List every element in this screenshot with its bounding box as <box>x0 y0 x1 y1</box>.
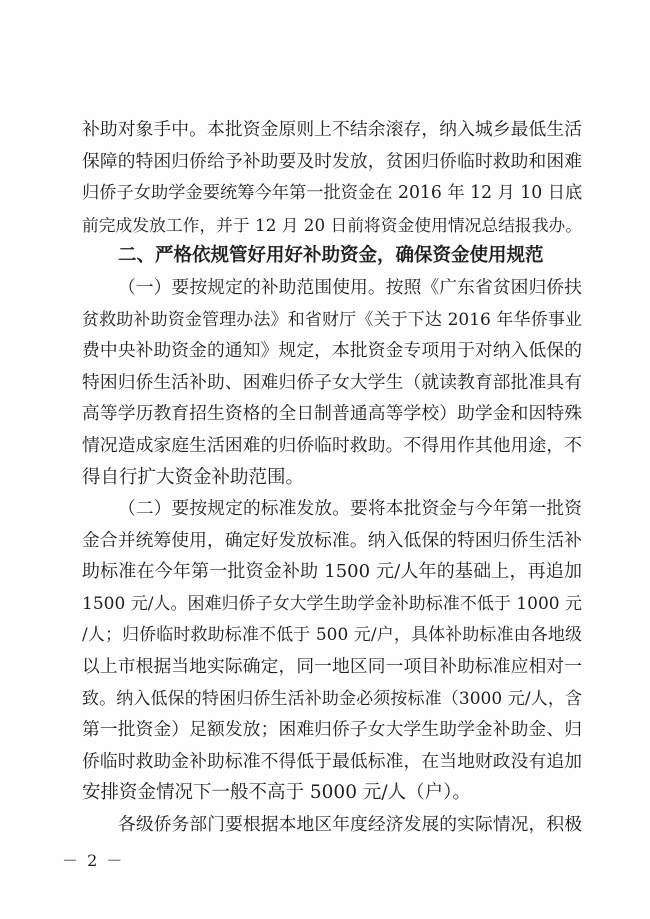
body-line: 高等学历教育招生资格的全日制普通高等学校）助学金和因特殊 <box>82 404 582 424</box>
body-line: /人；归侨临时救助标准不低于 500 元/户，具体补助标准由各地级 <box>82 625 582 645</box>
body-line: 情况造成家庭生活困难的归侨临时救助。不得用作其他用途，不 <box>82 436 582 456</box>
body-line: 以上市根据当地实际确定，同一地区同一项目补助标准应相对一 <box>82 657 582 677</box>
body-line: 致。纳入低保的特困归侨生活补助金必须按标准（3000 元/人，含 <box>82 689 582 709</box>
body-line: 安排资金情况下一般不高于 5000 元/人（户）。 <box>82 782 471 803</box>
body-line: 补助对象手中。本批资金原则上不结余滚存，纳入城乡最低生活 <box>82 120 582 140</box>
body-line: 第一批资金）足额发放；困难归侨子女大学生助学金补助金、归 <box>82 720 582 740</box>
body-line: 侨临时救助金补助标准不得低于最低标准，在当地财政没有追加 <box>82 752 582 772</box>
subsection-heading: （二）要按规定的标准发放。要将本批资金与今年第一批资 <box>118 499 582 519</box>
body-line: 归侨子女助学金要统筹今年第一批资金在 2016 年 12 月 10 日底 <box>82 183 583 203</box>
body-line: 1500 元/人。困难归侨子女大学生助学金补助标准不低于 1000 元 <box>82 594 582 614</box>
body-line: 特困归侨生活补助、困难归侨子女大学生（就读教育部批准具有 <box>82 373 582 393</box>
body-line: 金合并统筹使用，确定好发放标准。纳入低保的特困归侨生活补 <box>82 531 582 551</box>
page-number: － 2 － <box>62 851 125 870</box>
body-line: 前完成发放工作，并于 12 月 20 日前将资金使用情况总结报我办。 <box>82 215 582 235</box>
body-line: 费中央补助资金的通知》规定，本批资金专项用于对纳入低保的 <box>82 341 582 361</box>
section-heading: 二、严格依规管好用好补助资金，确保资金使用规范 <box>118 245 544 266</box>
body-line: 贫救助补助资金管理办法》和省财厅《关于下达 2016 年华侨事业 <box>82 310 582 330</box>
body-line: 助标准在今年第一批资金补助 1500 元/人年的基础上，再追加 <box>82 561 582 582</box>
body-line: 得自行扩大资金补助范围。 <box>82 467 305 488</box>
body-line: 保障的特困归侨给予补助要及时发放，贫困归侨临时救助和困难 <box>82 152 582 172</box>
subsection-heading: （一）要按规定的补助范围使用。按照《广东省贫困归侨扶 <box>118 278 582 298</box>
body-line: 各级侨务部门要根据本地区年度经济发展的实际情况，积极 <box>118 815 582 835</box>
